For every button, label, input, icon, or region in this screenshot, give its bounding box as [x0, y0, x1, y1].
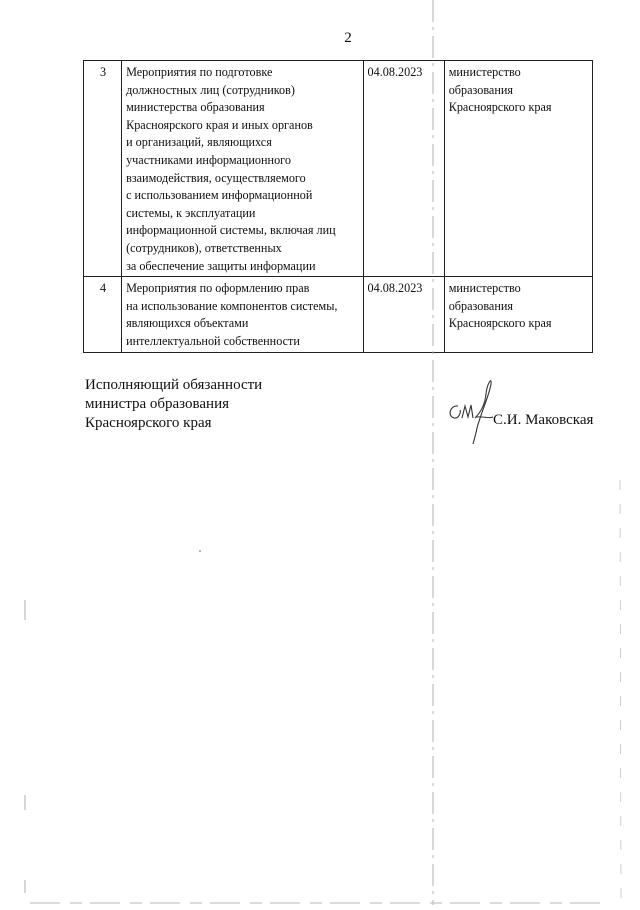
responsible-line: Красноярского края [448, 100, 552, 115]
event-line: и организаций, являющихся [126, 135, 272, 150]
event-line: являющихся объектами [126, 316, 249, 331]
event-date: 04.08.2023 [363, 277, 444, 352]
responsible-line: министерство [448, 281, 521, 296]
event-line: (сотрудников), ответственных [126, 240, 282, 255]
event-line: должностных лиц (сотрудников) [126, 82, 295, 97]
row-number: 3 [84, 61, 122, 277]
event-line: на использование компонентов системы, [126, 298, 338, 313]
event-line: Мероприятия по оформлению прав [126, 281, 310, 296]
signer-name: С.И. Маковская [493, 412, 594, 428]
responsible-line: образования [448, 298, 513, 313]
event-line: интеллектуальной собственности [126, 333, 300, 348]
signatory-title-line: Красноярского края [85, 415, 212, 431]
event-line: министерства образования [126, 100, 265, 115]
event-line: системы, к эксплуатации [126, 205, 256, 220]
responsible-line: министерство [448, 65, 521, 79]
signatory-title-line: министра образования [85, 396, 230, 412]
event-line: взаимодействия, осуществляемого [126, 170, 306, 185]
event-line: участниками информационного [126, 152, 291, 167]
signatory-title-line: Исполняющий обязанности [85, 377, 263, 393]
page-number: 2 [344, 30, 352, 46]
event-line: за обеспечение защиты информации [126, 258, 316, 273]
row-number: 4 [84, 277, 122, 352]
responsible-line: Красноярского края [448, 316, 552, 331]
responsible-line: образования [448, 82, 513, 97]
event-line: с использованием информационной [126, 188, 313, 203]
event-line: Красноярского края и иных органов [126, 117, 313, 132]
event-line: Мероприятия по подготовке [126, 65, 273, 79]
event-line: информационной системы, включая лиц [126, 223, 336, 238]
event-date: 04.08.2023 [363, 61, 444, 277]
